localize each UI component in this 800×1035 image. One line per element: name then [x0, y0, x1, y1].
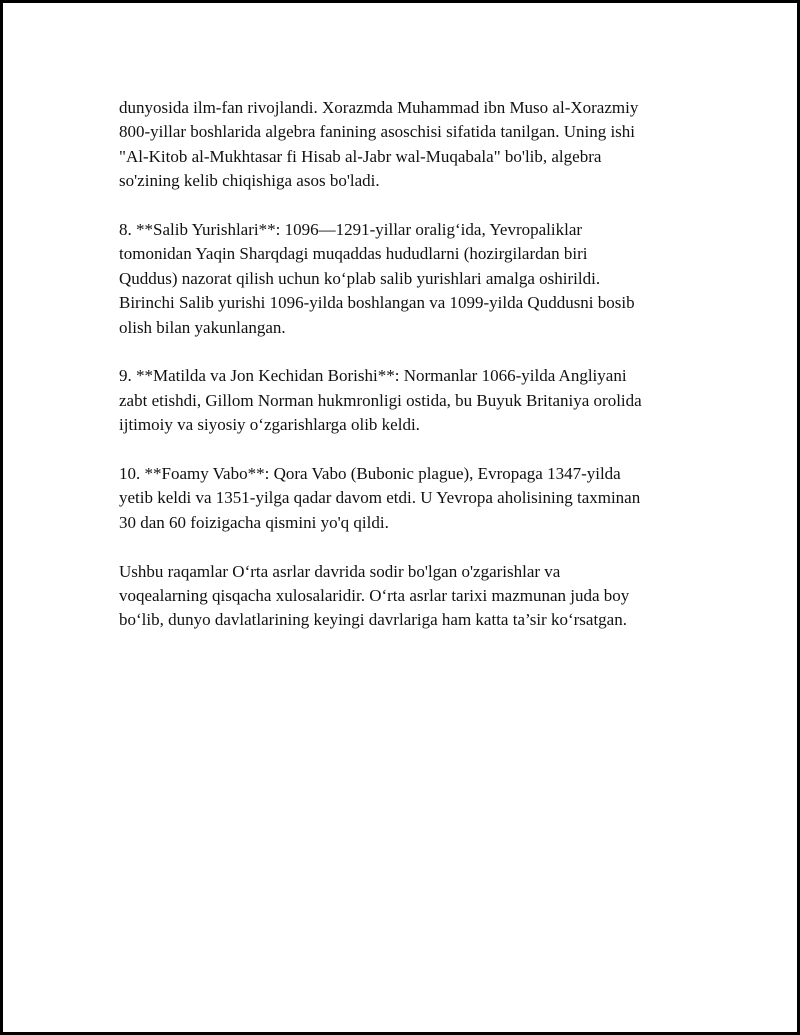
paragraph-summary [119, 560, 719, 633]
text-line: 800-yillar boshlarida algebra fanining asoschisi sifatida tanilgan. Uning ishi [119, 122, 636, 142]
text-line: dunyosida ilm-fan rivojlandi. Xorazmda Muhammad ibn Muso al-Xorazmiy [119, 98, 639, 117]
text-line: Ushbu raqamlar O‘rta asrlar davrida sodir bo'lgan o'zgarishlar va [119, 561, 561, 581]
text-line: voqealarning qisqacha xulosalaridir. O‘rta asrlar tarixi mazmunan juda boy [119, 586, 630, 606]
text-line: Birinchi Salib yurishi 1096-yilda boshlangan va 1099-yilda Quddusni bosib [119, 293, 635, 313]
text-line: 30 dan 60 foizigacha qismini yo'q qildi. [119, 512, 389, 532]
text-line: so'zining kelib chiqishiga asos bo'ladi. [119, 171, 380, 191]
paragraph-algebra-origin [119, 96, 719, 194]
paragraph-norman-conquest [119, 364, 719, 437]
text-line: tomonidan Yaqin Sharqdagi muqaddas hududlarni (hozirgilardan biri [119, 244, 588, 264]
paragraph-crusades [119, 218, 719, 340]
document-body [119, 96, 719, 657]
text-line: 8. **Salib Yurishlari**: 1096—1291-yillar oralig‘ida, Yevropaliklar [119, 220, 583, 240]
text-line: 10. **Foamy Vabo**: Qora Vabo (Bubonic plague), Evropaga 1347-yilda [119, 464, 621, 484]
text-line: olish bilan yakunlangan. [119, 317, 286, 337]
paragraph-black-death [119, 462, 719, 535]
text-line: "Al-Kitob al-Mukhtasar fi Hisab al-Jabr wal-Muqabala" bo'lib, algebra [119, 146, 602, 166]
text-line: Quddus) nazorat qilish uchun ko‘plab salib yurishlari amalga oshirildi. [119, 268, 601, 288]
text-line: bo‘lib, dunyo davlatlarining keyingi davrlariga ham katta ta’sir ko‘rsatgan. [119, 610, 627, 630]
text-line: yetib keldi va 1351-yilga qadar davom etdi. U Yevropa aholisining taxminan [119, 488, 641, 508]
text-line: 9. **Matilda va Jon Kechidan Borishi**: Normanlar 1066-yilda Angliyani [119, 366, 627, 386]
text-line: ijtimoiy va siyosiy o‘zgarishlarga olib keldi. [119, 415, 420, 435]
text-line: zabt etishdi, Gillom Norman hukmronligi ostida, bu Buyuk Britaniya orolida [119, 390, 642, 410]
